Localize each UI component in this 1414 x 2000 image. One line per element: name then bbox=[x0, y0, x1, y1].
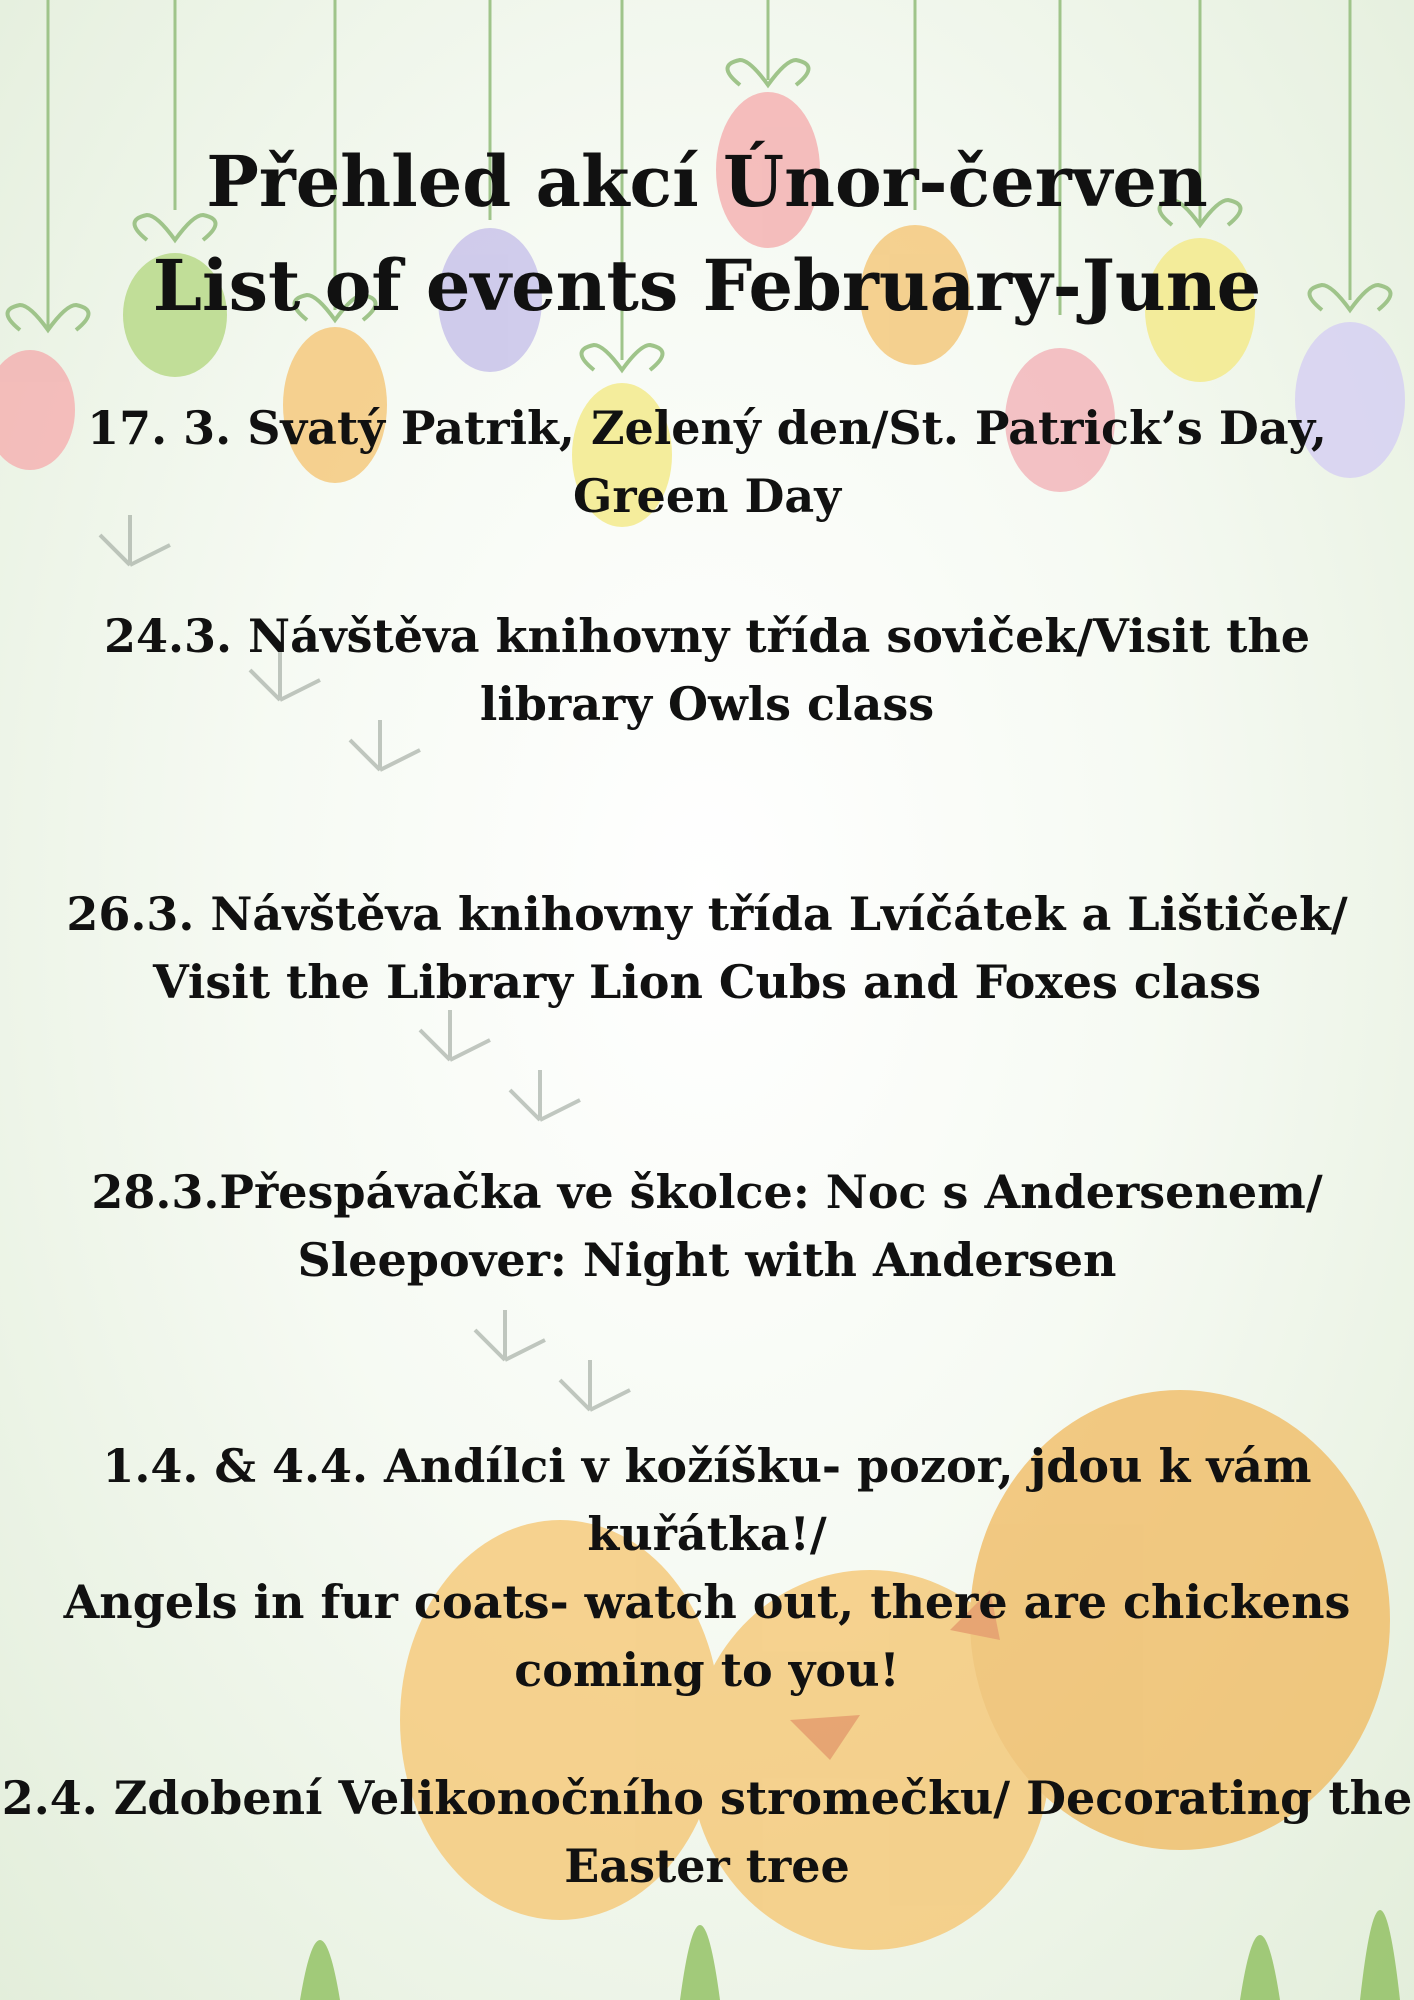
event-item bbox=[0, 880, 1414, 1016]
event-text-line: 26.3. Návštěva knihovny třída Lvíčátek a Lištiček/ bbox=[66, 887, 1348, 941]
event-text-line: 1.4. & 4.4. Andílci v kožíšku- pozor, jdou k vám kuřátka!/ bbox=[102, 1439, 1312, 1561]
event-text-line: library Owls class bbox=[479, 677, 935, 731]
event-text-line: 2.4. Zdobení Velikonočního stromečku/ Decorating the bbox=[1, 1771, 1413, 1825]
event-item bbox=[0, 1158, 1414, 1294]
event-text-line: Sleepover: Night with Andersen bbox=[297, 1233, 1117, 1287]
event-text-line: Green Day bbox=[573, 469, 841, 523]
event-item bbox=[0, 602, 1414, 738]
event-item bbox=[0, 1764, 1414, 1900]
event-text-line: Visit the Library Lion Cubs and Foxes class bbox=[153, 955, 1261, 1009]
event-item bbox=[0, 1432, 1414, 1704]
event-text-line: 24.3. Návštěva knihovny třída soviček/Visit the bbox=[103, 609, 1311, 663]
event-text-line: coming to you! bbox=[514, 1643, 900, 1697]
title-czech: Přehled akcí Únor-červen bbox=[206, 140, 1208, 223]
event-text-line: Angels in fur coats- watch out, there are chickens bbox=[63, 1575, 1351, 1629]
event-text-line: Easter tree bbox=[564, 1839, 850, 1893]
event-text-line: 28.3.Přespávačka ve školce: Noc s Andersenem/ bbox=[91, 1165, 1323, 1219]
event-text-line: 17. 3. Svatý Patrik, Zelený den/St. Patrick’s Day, bbox=[87, 401, 1327, 455]
page-title bbox=[0, 130, 1414, 338]
event-item bbox=[0, 394, 1414, 530]
title-english: List of events February-June bbox=[152, 244, 1262, 327]
